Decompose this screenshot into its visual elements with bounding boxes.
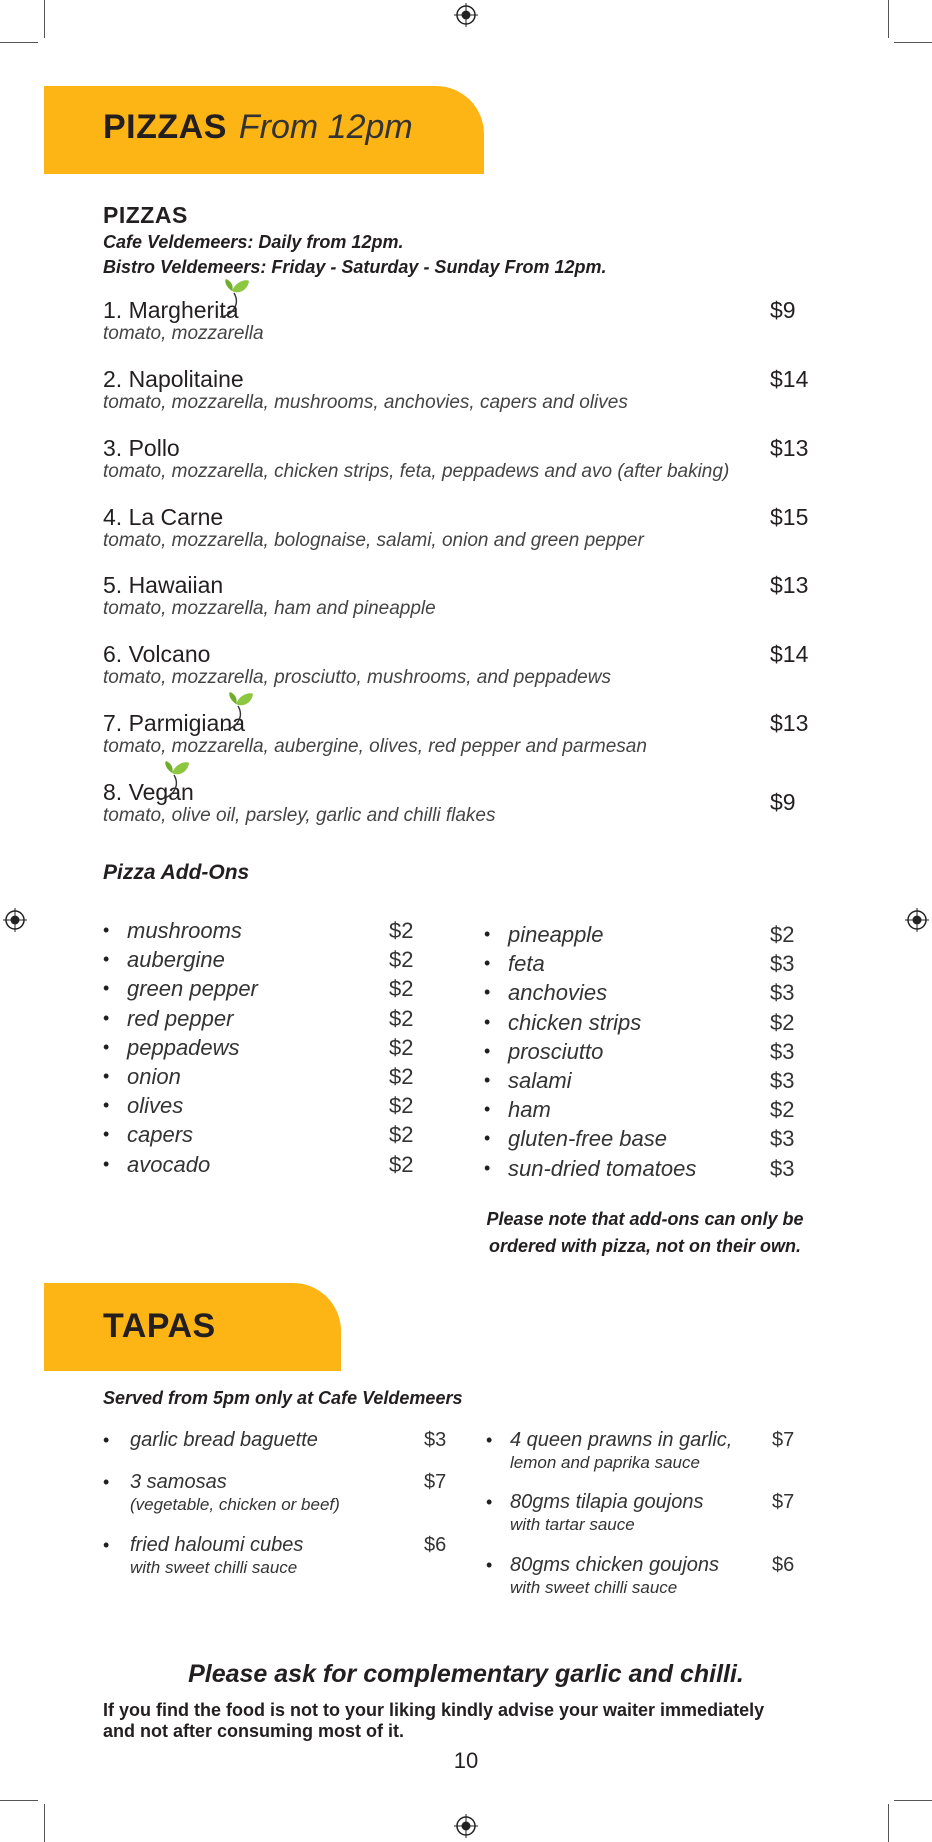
crop-mark xyxy=(888,0,889,38)
vegetarian-leaf-icon xyxy=(218,277,252,321)
bullet-icon: • xyxy=(484,1157,491,1178)
bullet-icon: • xyxy=(103,1153,110,1174)
bullet-icon: • xyxy=(484,1099,491,1120)
pizza-item-name: 8. Vegan xyxy=(103,779,194,805)
garlic-chilli-note: Please ask for complementary garlic and chilli. xyxy=(188,1660,744,1688)
addon-price: $2 xyxy=(389,1093,414,1119)
crop-mark xyxy=(894,1800,932,1801)
addon-name: red pepper xyxy=(127,1005,234,1031)
tapas-banner-title: TAPAS xyxy=(103,1307,216,1345)
addon-name: onion xyxy=(127,1064,181,1089)
pizza-item-description: tomato, mozzarella, ham and pineapple xyxy=(103,598,436,619)
registration-mark-icon xyxy=(3,908,27,932)
pizza-item-description: tomato, mozzarella, chicken strips, feta, peppadews and avo (after baking) xyxy=(103,461,730,482)
tapa-name: 80gms tilapia goujons xyxy=(510,1491,704,1513)
crop-mark xyxy=(0,1800,38,1801)
pizza-item-name: 6. Volcano xyxy=(103,641,211,667)
pizza-item-name: 7. Parmigiana xyxy=(103,710,245,736)
tapa-subtext: with sweet chilli sauce xyxy=(510,1578,678,1597)
addon-name: mushrooms xyxy=(127,918,242,943)
pizza-item-name: 4. La Carne xyxy=(103,504,224,530)
addon-name: anchovies xyxy=(508,980,608,1006)
bullet-icon: • xyxy=(484,953,491,974)
vegetarian-leaf-icon xyxy=(158,759,192,803)
addons-note-line1: Please note that add-ons can only be xyxy=(486,1209,804,1229)
crop-mark xyxy=(888,1804,889,1842)
addon-price: $2 xyxy=(389,1005,414,1031)
addon-name: gluten-free base xyxy=(508,1126,667,1152)
addon-price: $2 xyxy=(389,1122,414,1148)
bullet-icon: • xyxy=(484,1011,491,1032)
bullet-icon: • xyxy=(103,949,110,970)
bullet-icon: • xyxy=(484,1128,491,1149)
addon-price: $2 xyxy=(389,976,414,1002)
addon-price: $2 xyxy=(389,1151,414,1177)
pizzas-heading: PIZZAS xyxy=(103,202,188,228)
addon-name: peppadews xyxy=(127,1034,240,1060)
tapa-subtext: lemon and paprika sauce xyxy=(510,1453,700,1472)
pizza-item-description: tomato, mozzarella, aubergine, olives, red pepper and parmesan xyxy=(103,736,647,757)
pizza-item-name: 3. Pollo xyxy=(103,435,180,461)
bullet-icon: • xyxy=(103,1430,110,1450)
pizza-item-price: $14 xyxy=(770,366,809,392)
registration-mark-icon xyxy=(454,3,478,27)
addon-name: olives xyxy=(127,1093,184,1119)
bullet-icon: • xyxy=(103,1007,110,1028)
addon-price: $3 xyxy=(770,1126,795,1152)
bullet-icon: • xyxy=(484,924,491,944)
addon-price: $3 xyxy=(770,1155,795,1181)
tapa-price: $3 xyxy=(424,1429,447,1451)
page-number: 10 xyxy=(453,1748,479,1773)
registration-mark-icon xyxy=(454,1814,478,1838)
addon-price: $2 xyxy=(389,1034,414,1060)
pizza-item-price: $14 xyxy=(770,641,809,667)
pizza-item-price: $13 xyxy=(770,710,809,736)
vegetarian-leaf-icon xyxy=(222,690,256,734)
bullet-icon: • xyxy=(103,1036,110,1057)
tapa-price: $7 xyxy=(772,1429,795,1451)
addon-name: feta xyxy=(508,951,545,977)
bullet-icon: • xyxy=(484,982,491,1003)
addon-name: green pepper xyxy=(127,976,258,1002)
bullet-icon: • xyxy=(103,920,110,940)
addon-price: $2 xyxy=(389,947,414,973)
tapa-price: $6 xyxy=(772,1554,795,1576)
pizza-item-description: tomato, olive oil, parsley, garlic and chilli flakes xyxy=(103,805,496,826)
tapa-name: 3 samosas xyxy=(130,1471,227,1493)
feedback-note-line1: If you find the food is not to your liking kindly advise your waiter immediately xyxy=(103,1700,765,1720)
tapa-name: 4 queen prawns in garlic, xyxy=(510,1429,733,1451)
registration-mark-icon xyxy=(905,908,929,932)
bullet-icon: • xyxy=(103,1472,110,1492)
addon-price: $3 xyxy=(770,1038,795,1064)
tapa-price: $7 xyxy=(424,1471,447,1493)
crop-mark xyxy=(44,0,45,38)
addon-name: avocado xyxy=(127,1151,211,1177)
addons-note-line2: ordered with pizza, not on their own. xyxy=(489,1236,801,1256)
pizza-item-price: $13 xyxy=(770,435,809,461)
bullet-icon: • xyxy=(103,1066,110,1086)
bullet-icon: • xyxy=(103,1124,110,1145)
addon-name: prosciutto xyxy=(508,1038,604,1064)
addon-price: $3 xyxy=(770,980,795,1006)
feedback-note xyxy=(103,1700,764,1742)
pizza-item-price: $9 xyxy=(770,297,796,323)
pizza-item-description: tomato, mozzarella, bolognaise, salami, onion and green pepper xyxy=(103,530,644,551)
addons-note xyxy=(480,1206,810,1260)
crop-mark xyxy=(0,42,38,43)
pizza-item-name: 2. Napolitaine xyxy=(103,366,244,392)
tapa-price: $6 xyxy=(424,1534,447,1556)
addon-name: salami xyxy=(508,1068,572,1093)
pizza-item-description: tomato, mozzarella xyxy=(103,323,264,344)
addon-name: chicken strips xyxy=(508,1009,642,1035)
bullet-icon: • xyxy=(486,1492,493,1512)
addon-price: $2 xyxy=(389,918,414,943)
addon-name: aubergine xyxy=(127,947,225,973)
tapa-subtext: with tartar sauce xyxy=(510,1515,635,1534)
pizza-item-name: 5. Hawaiian xyxy=(103,572,224,598)
pizza-banner-bold: PIZZAS xyxy=(103,108,227,146)
addon-price: $3 xyxy=(770,1068,795,1093)
pizza-banner-title xyxy=(103,108,413,147)
addon-price: $3 xyxy=(770,951,795,977)
pizza-item-price: $13 xyxy=(770,572,809,598)
tapa-subtext: with sweet chilli sauce xyxy=(130,1558,298,1577)
bullet-icon: • xyxy=(484,1070,491,1090)
addon-price: $2 xyxy=(770,1097,795,1123)
bullet-icon: • xyxy=(103,978,110,999)
bullet-icon: • xyxy=(486,1430,493,1450)
crop-mark xyxy=(44,1804,45,1842)
pizza-item-name: 1. Margherita xyxy=(103,297,239,323)
tapa-price: $7 xyxy=(772,1491,795,1513)
tapas-served-note: Served from 5pm only at Cafe Veldemeers xyxy=(103,1388,463,1408)
bullet-icon: • xyxy=(486,1555,493,1575)
tapa-name: fried haloumi cubes xyxy=(130,1534,304,1556)
pizzas-subline-bistro: Bistro Veldemeers: Friday - Saturday - Sunday From 12pm. xyxy=(103,257,607,277)
crop-mark xyxy=(894,42,932,43)
pizza-item-description: tomato, mozzarella, prosciutto, mushrooms, and peppadews xyxy=(103,667,611,688)
bullet-icon: • xyxy=(103,1535,110,1555)
bullet-icon: • xyxy=(484,1040,491,1061)
pizza-banner-light: From 12pm xyxy=(238,108,413,146)
tapa-name: 80gms chicken goujons xyxy=(510,1554,720,1576)
addons-heading: Pizza Add-Ons xyxy=(103,861,250,884)
pizza-item-price: $15 xyxy=(770,504,809,530)
addon-name: ham xyxy=(508,1097,551,1123)
pizzas-subline-cafe: Cafe Veldemeers: Daily from 12pm. xyxy=(103,232,404,252)
tapa-subtext: (vegetable, chicken or beef) xyxy=(130,1495,340,1514)
pizza-item-description: tomato, mozzarella, mushrooms, anchovies, capers and olives xyxy=(103,392,628,413)
addon-name: capers xyxy=(127,1122,194,1148)
addon-name: sun-dried tomatoes xyxy=(508,1155,697,1181)
addon-price: $2 xyxy=(770,922,795,947)
tapa-name: garlic bread baguette xyxy=(130,1429,318,1451)
addon-price: $2 xyxy=(770,1009,795,1035)
feedback-note-line2: and not after consuming most of it. xyxy=(103,1721,404,1741)
addon-price: $2 xyxy=(389,1064,414,1089)
bullet-icon: • xyxy=(103,1095,110,1116)
addon-name: pineapple xyxy=(508,922,604,947)
pizza-item-price: $9 xyxy=(770,789,796,815)
